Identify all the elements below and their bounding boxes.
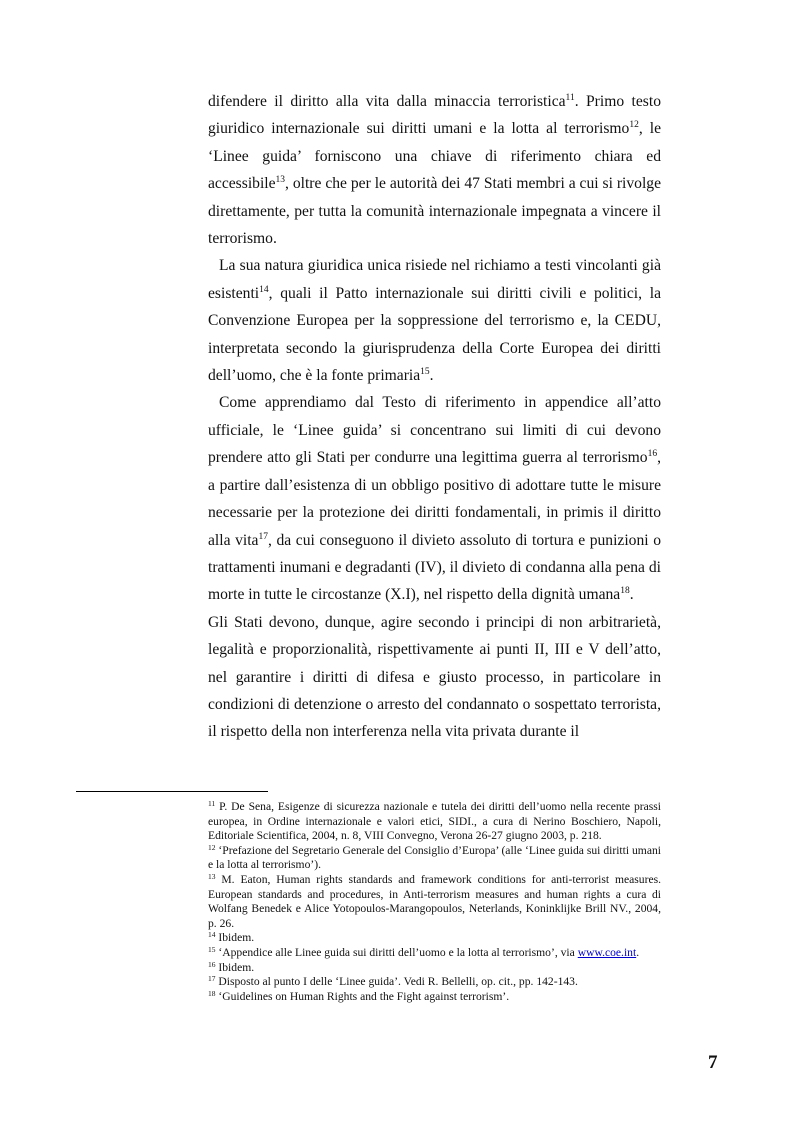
paragraph-2 <box>208 252 661 389</box>
text-run: , a partire dall’esistenza di un obbligo positivo di adottare tutte le misure necessarie per la protezione dei diritti fondamentali, in primis il diritto alla vita <box>208 449 661 549</box>
page-number: 7 <box>708 1052 718 1073</box>
footnote-number: 11 <box>208 799 216 808</box>
footnote-text: Ibidem. <box>215 960 255 974</box>
footnote-text: ‘Prefazione del Segretario Generale del Consiglio d’Europa’ (alle ‘Linee guida sui diritti umani e la lotta al terrorismo’). <box>208 843 661 872</box>
text-run: . <box>629 586 634 604</box>
footnote-18 <box>208 990 661 1005</box>
text-run: difendere il diritto alla vita dalla minaccia terroristica <box>208 93 566 110</box>
text-run: , da cui conseguono il divieto assoluto di tortura e punizioni o trattamenti inumani e degradanti (IV), il divieto di condanna alla pena di morte in tutte le circostanze (X.I), nel rispetto della dignità umana <box>208 531 661 604</box>
footnote-number: 17 <box>208 974 216 984</box>
text-run: , le ‘Linee guida’ forniscono una chiave di riferimento chiara ed accessibile <box>208 120 661 193</box>
footnote-17 <box>208 975 661 990</box>
footnote-11 <box>208 800 661 844</box>
footnote-number: 15 <box>208 944 216 954</box>
footnote-text: ‘Guidelines on Human Rights and the Fight against terrorism’. <box>215 989 510 1003</box>
footnote-ref-18[interactable]: 18 <box>620 586 630 597</box>
footnote-text: Ibidem. <box>215 931 255 945</box>
footnote-number: 14 <box>208 930 216 940</box>
paragraph-4 <box>208 609 661 746</box>
text-run: . Primo testo giuridico internazionale sui diritti umani e la lotta al terrorismo <box>208 93 661 138</box>
coe-link[interactable]: www.coe.int <box>577 945 637 959</box>
footnote-number: 12 <box>208 842 216 852</box>
footnote-ref-17[interactable]: 17 <box>258 531 268 542</box>
footnote-15 <box>208 946 661 961</box>
footnote-separator <box>76 791 268 792</box>
text-run: La sua natura giuridica unica risiede nel richiamo a testi vincolanti già esistenti <box>208 257 661 302</box>
footnote-ref-11[interactable]: 11 <box>565 93 575 103</box>
footnote-ref-15[interactable]: 15 <box>420 367 430 378</box>
text-run: Come apprendiamo dal Testo di riferimento in appendice all’atto ufficiale, le ‘Linee guida’ si concentrano sui limiti di cui devono prendere atto gli Stati per condurre una legittima guerra al terrorismo <box>208 394 661 467</box>
footnote-number: 18 <box>208 988 216 998</box>
footnote-ref-13[interactable]: 13 <box>275 175 286 186</box>
footnote-text: P. De Sena, Esigenze di sicurezza nazionale e tutela dei diritti dell’uomo nella recente prassi europea, in Ordine internazionale e valori etici, SIDI., a cura di Nerino Boschiero, Napoli, Editoriale Scientifica, 2004, n. 8, VIII Convegno, Verona 26-27 giugno 2003, p. 218. <box>208 800 661 843</box>
footnote-ref-12[interactable]: 12 <box>629 120 639 131</box>
footnote-text: ‘Appendice alle Linee guida sui diritti dell’uomo e la lotta al terrorismo’, via <box>215 945 578 959</box>
footnote-number: 16 <box>208 959 216 969</box>
text-run: , oltre che per le autorità dei 47 Stati membri a cui si rivolge direttamente, per tutta la comunità internazionale impegnata a vincere il terrorismo. <box>208 175 661 248</box>
text-run: Gli Stati devono, dunque, agire secondo i principi di non arbitrarietà, legalità e proporzionalità, rispettivamente ai punti II, III e V dell’atto, nel garantire i diritti di difesa e giusto processo, in particolare in condizioni di detenzione o arresto del condannato o sospettato terrorista, il rispetto della non interferenza nella vita privata durante il <box>208 613 661 741</box>
footnote-ref-14[interactable]: 14 <box>259 284 269 295</box>
footnote-text: Disposto al punto I delle ‘Linee guida’. Vedi R. Bellelli, op. cit., pp. 142-143. <box>215 975 578 989</box>
paragraph-3 <box>208 389 661 608</box>
footnote-text: . <box>636 945 640 959</box>
footnote-text: M. Eaton, Human rights standards and framework conditions for anti-terrorist measures. European standards and procedures, in Anti-terrorism measures and human rights a cura di Wolfang Benedek e Alice Yotopoulos-Marangopoulos, Neterlands, Koninklijke Brill NV., 2004, p. 26. <box>208 872 661 930</box>
body-text <box>208 88 661 746</box>
footnote-12 <box>208 844 661 873</box>
text-run: . <box>429 367 434 385</box>
paragraph-1 <box>208 88 661 252</box>
footnotes <box>208 800 661 1004</box>
text-run: , quali il Patto internazionale sui diritti civili e politici, la Convenzione Europea per la soppressione del terrorismo e, la CEDU, interpretata secondo la giurisprudenza della Corte Europea dei diritti dell’uomo, che è la fonte primaria <box>208 284 661 385</box>
footnote-14 <box>208 931 661 946</box>
footnote-ref-16[interactable]: 16 <box>647 449 658 460</box>
footnote-13 <box>208 873 661 931</box>
footnote-16 <box>208 961 661 976</box>
footnote-number: 13 <box>208 871 216 881</box>
